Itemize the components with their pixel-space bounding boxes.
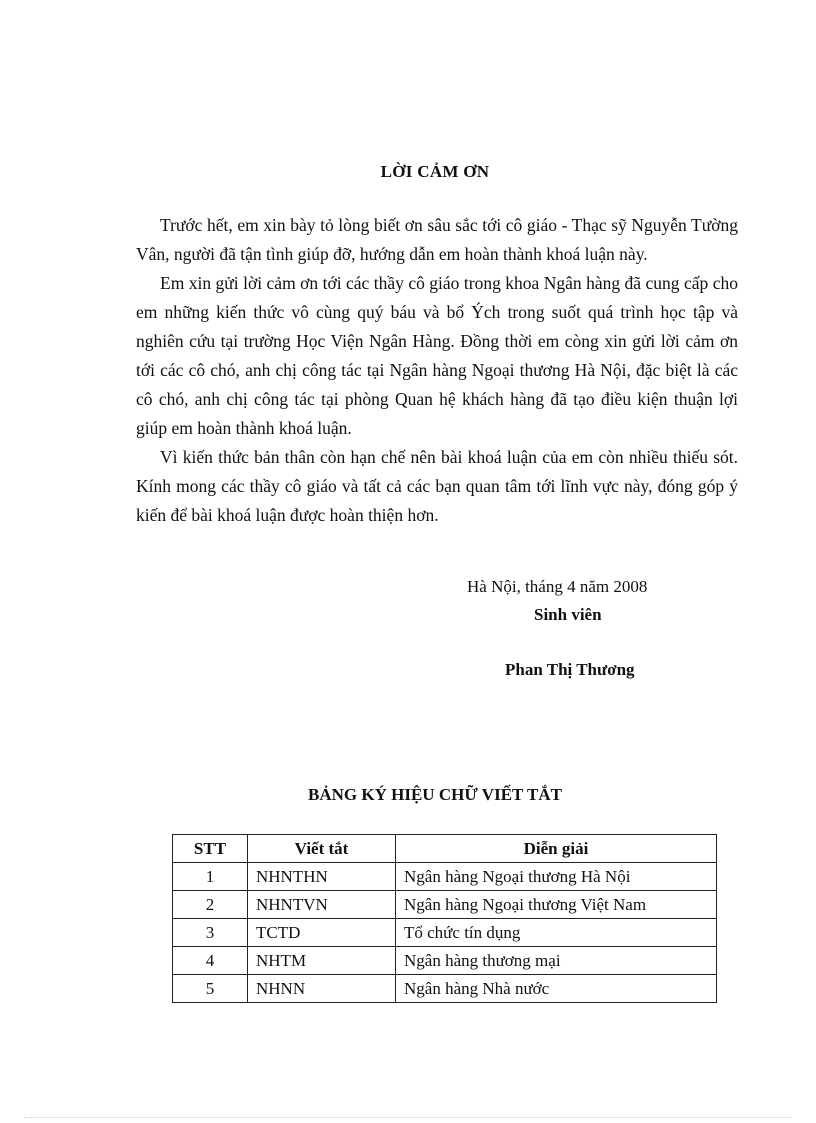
cell-abbr: NHNN [248,975,396,1003]
signature-name: Phan Thị Thương [505,660,635,679]
cell-desc: Ngân hàng Ngoại thương Hà Nội [396,863,717,891]
cell-stt: 1 [173,863,248,891]
table-row [173,919,717,947]
acknowledgement-body [136,211,738,530]
header-stt: STT [173,835,248,863]
paragraph: Trước hết, em xin bày tỏ lòng biết ơn sâu sắc tới cô giáo - Thạc sỹ Nguyễn Tường Vân, người đã tận tình giúp đỡ, hướng dẫn em hoàn thành khoá luận này. [136,215,738,264]
abbreviations-table [172,834,717,1003]
header-desc: Diễn giải [396,835,717,863]
cell-desc: Ngân hàng Ngoại thương Việt Nam [396,891,717,919]
cell-desc: Ngân hàng thương mại [396,947,717,975]
table-row [173,863,717,891]
cell-stt: 2 [173,891,248,919]
signature-role: Sinh viên [534,605,602,624]
cell-abbr: TCTD [248,919,396,947]
table-row [173,947,717,975]
abbreviations-title: BẢNG KÝ HIỆU CHỮ VIẾT TẮT [308,785,562,804]
cell-abbr: NHNTHN [248,863,396,891]
cell-desc: Ngân hàng Nhà nước [396,975,717,1003]
cell-abbr: NHTM [248,947,396,975]
table-row [173,975,717,1003]
cell-stt: 3 [173,919,248,947]
cell-stt: 5 [173,975,248,1003]
paragraph: Vì kiến thức bản thân còn hạn chế nên bài khoá luận của em còn nhiều thiếu sót. Kính mong các thầy cô giáo và tất cả các bạn quan tâm tới lĩnh vực này, đóng góp ý kiến để bài khoá luận được hoàn thiện hơn. [136,447,738,525]
acknowledgement-title: LỜI CẢM ƠN [380,162,490,181]
table-row [173,891,717,919]
page-bottom-rule [24,1117,792,1118]
cell-stt: 4 [173,947,248,975]
header-abbr: Viết tắt [248,835,396,863]
cell-desc: Tổ chức tín dụng [396,919,717,947]
cell-abbr: NHNTVN [248,891,396,919]
table-header-row [173,835,717,863]
paragraph: Em xin gửi lời cảm ơn tới các thầy cô giáo trong khoa Ngân hàng đã cung cấp cho em những kiến thức vô cùng quý báu và bổ Ých trong suốt quá trình học tập và nghiên cứu tại trường Học Viện Ngân Hàng. Đồng thời em còng xin gửi lời cảm ơn tới các cô chó, anh chị công tác tại Ngân hàng Ngoại thương Hà Nội, đặc biệt là các cô chó, anh chị công tác tại phòng Quan hệ khách hàng đã tạo điều kiện thuận lợi giúp em hoàn thành khoá luận. [136,273,738,438]
signature-place-date: Hà Nội, tháng 4 năm 2008 [467,577,648,596]
